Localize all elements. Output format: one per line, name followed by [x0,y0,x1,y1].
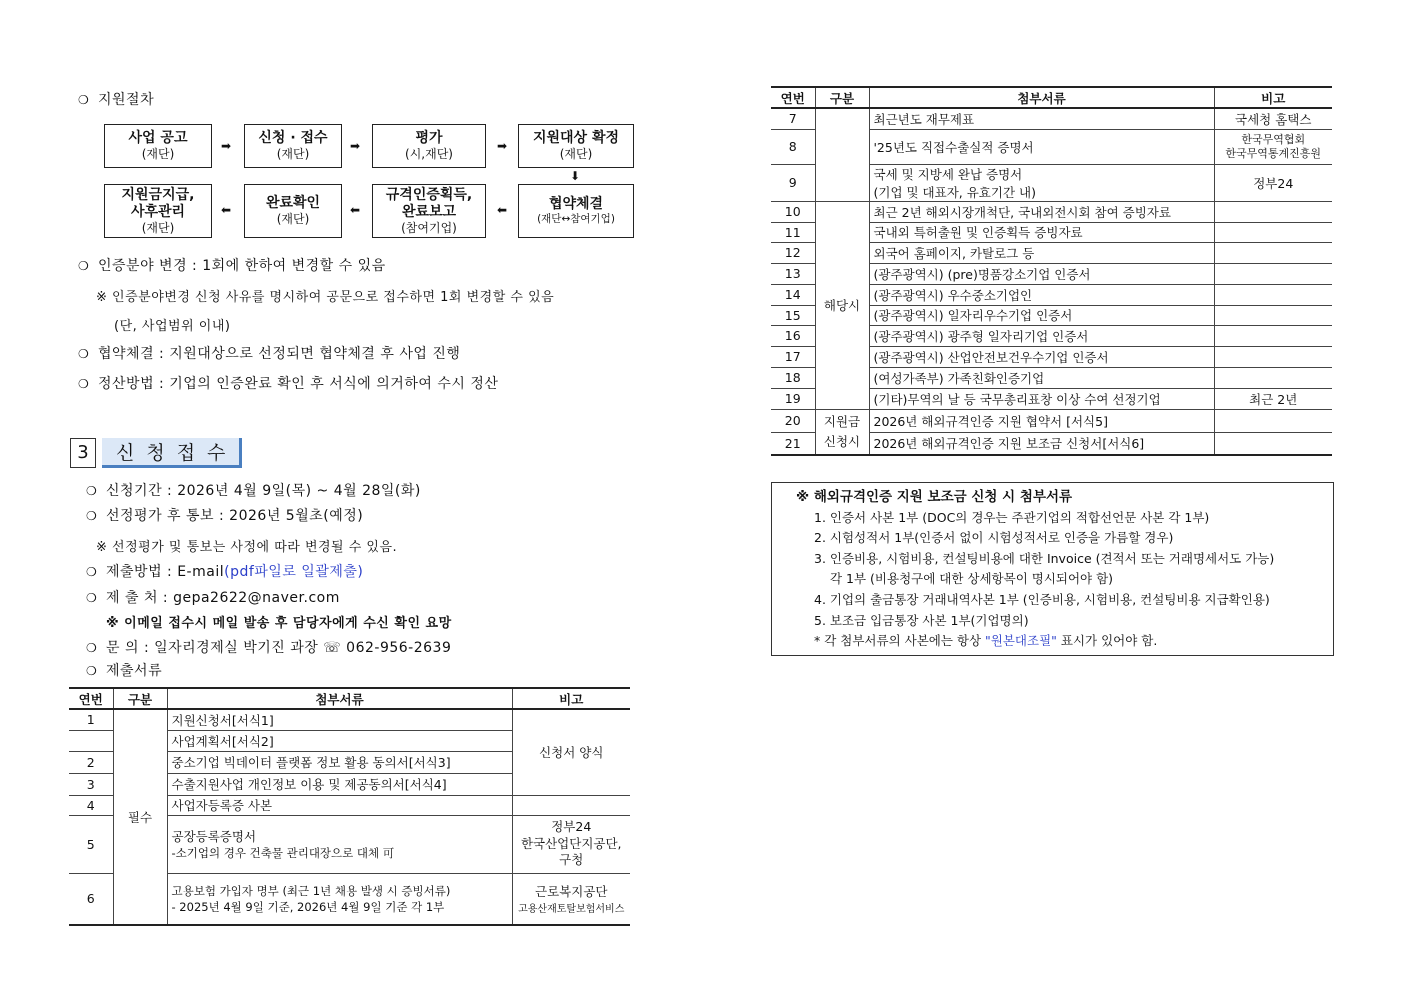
category-cell: 해당시 [815,201,869,409]
flow-step-apply: 신청 · 접수 (재단) [244,124,342,168]
section-number: 3 [70,438,96,468]
table-row: 19 (기타)무역의 날 등 국무총리표창 이상 수여 선정기업 최근 2년 [771,388,1332,409]
table-row: 16 (광주광역시) 광주형 일자리기업 인증서 [771,325,1332,346]
col-header: 구분 [113,688,167,709]
bullet-icon: ❍ [78,93,90,107]
list-item: 1. 인증서 사본 1부 (DOC의 경우는 주관기업의 적합선언문 사본 각 1부) [814,509,1210,525]
bullet-icon: ❍ [78,259,90,273]
list-item: 4. 기업의 출금통장 거래내역사본 1부 (인증비용, 시험비용, 컨설팅비용 지급확인용) [814,591,1270,607]
bullet-icon: ❍ [78,377,90,391]
table-row: 9 국세 및 지방세 완납 증명서 (기업 및 대표자, 유효기간 내) 정부24 [771,164,1332,201]
flow-step-payment: 지원금지급, 사후관리 (재단) [104,184,212,238]
table-row: 17 (광주광역시) 산업안전보건우수기업 인증서 [771,346,1332,367]
arrow-left-icon: ⬅ [350,203,361,217]
notice-text: ❍ 선정평가 후 통보 : 2026년 5월초(예정) [86,508,364,524]
bullet-icon: ❍ [86,664,98,678]
period-text: ❍ 신청기간 : 2026년 4월 9일(목) ~ 4월 28일(화) [86,483,421,499]
flow-step-agreement: 협약체결 (재단↔참여기업) [518,184,634,238]
category-cell: 지원금 신청시 [815,409,869,455]
table-row: 7 최근년도 재무제표 국세청 홈택스 [771,108,1332,129]
grant-docs-note-box [771,482,1334,656]
table-row: 10 해당시 최근 2년 해외시장개척단, 국내외전시회 참여 증빙자료 [771,201,1332,222]
settlement-text: ❍ 정산방법 : 기업의 인증완료 확인 후 서식에 의거하여 수시 정산 [78,376,499,392]
list-item: 5. 보조금 입금통장 사본 1부(기업명의) [814,612,1029,628]
bullet-icon: ❍ [86,641,98,655]
cert-change-note: ※ 인증분야변경 신청 사유를 명시하여 공문으로 접수하면 1회 변경할 수 있음 [96,290,555,305]
section-title: 신청접수 [102,438,242,468]
table-row: 사업계획서[서식2] [69,730,630,751]
flow-step-confirm: 지원대상 확정 (재단) [518,124,634,168]
table-row: 8 '25년도 직접수출실적 증명서 한국무역협회 한국무역통계진흥원 [771,129,1332,164]
list-item: 각 1부 (비용청구에 대한 상세항목이 명시되어야 함) [830,571,1114,587]
procedure-heading: ❍ 지원절차 [78,92,155,108]
table-row: 11 국내외 특허출원 및 인증획득 증빙자료 [771,222,1332,242]
category-cell: 필수 [113,709,167,925]
docs-title: ❍ 제출서류 [86,663,163,679]
table-row: 4 사업자등록증 사본 [69,795,630,815]
table-row: 15 (광주광역시) 일자리우수기업 인증서 [771,305,1332,325]
arrow-left-icon: ⬅ [497,203,508,217]
list-item: 3. 인증비용, 시험비용, 컨설팅비용에 대한 Invoice (견적서 또는 거래명세서도 가능) [814,550,1275,566]
col-header: 첨부서류 [167,688,512,709]
additional-docs-table [771,86,1332,456]
bullet-icon: ❍ [86,591,98,605]
note-footer: * 각 첨부서류의 사본에는 항상 "원본대조필" 표시가 있어야 함. [814,633,1158,649]
table-row: 20 지원금 신청시 2026년 해외규격인증 지원 협약서 [서식5] [771,409,1332,432]
table-row: 5 공장등록증명서 -소기업의 경우 건축물 관리대장으로 대체 可 정부24 한국산업단지공단, 구청 [69,815,630,873]
arrow-right-icon: ➡ [497,139,508,153]
dest-text: ❍ 제 출 처 : gepa2622@naver.com [86,590,340,606]
col-header: 연번 [69,688,113,709]
required-docs-table [69,687,630,926]
table-row: 2 중소기업 빅데이터 플랫폼 정보 활용 동의서[서식3] [69,751,630,773]
table-header-row: 연번 구분 첨부서류 비고 [771,87,1332,108]
arrow-left-icon: ⬅ [221,203,232,217]
email-note: ※ 이메일 접수시 메일 발송 후 담당자에게 수신 확인 요망 [106,616,452,631]
arrow-right-icon: ➡ [350,139,361,153]
table-header-row [69,688,630,709]
agreement-text: ❍ 협약체결 : 지원대상으로 선정되면 협약체결 후 사업 진행 [78,346,461,362]
table-row: 12 외국어 홈페이지, 카탈로그 등 [771,242,1332,263]
cert-change-text: ❍ 인증분야 변경 : 1회에 한하여 변경할 수 있음 [78,258,386,274]
notice-note: ※ 선정평가 및 통보는 사정에 따라 변경될 수 있음. [96,540,398,555]
table-row: 18 (여성가족부) 가족친화인증기업 [771,367,1332,388]
flow-step-complete: 완료확인 (재단) [244,184,342,238]
note-box-title: ※ 해외규격인증 지원 보조금 신청 시 첨부서류 [796,489,1073,505]
bullet-icon: ❍ [86,509,98,523]
col-header: 비고 [512,688,630,709]
table-row: 3 수출지원사업 개인정보 이용 및 제공동의서[서식4] [69,773,630,795]
table-row: 13 (광주광역시) (pre)명품강소기업 인증서 [771,263,1332,284]
contact-text: ❍ 문 의 : 일자리경제실 박기진 과장 ☏ 062-956-2639 [86,640,452,656]
flow-step-evaluate: 평가 (시,재단) [372,124,486,168]
flow-step-cert: 규격인증획득, 완료보고 (참여기업) [372,184,486,238]
arrow-right-icon: ➡ [221,139,232,153]
list-item: 2. 시험성적서 1부(인증서 없이 시험성적서로 인증을 가름할 경우) [814,530,1174,546]
bullet-icon: ❍ [86,565,98,579]
flow-step-announce: 사업 공고 (재단) [104,124,212,168]
bullet-icon: ❍ [86,484,98,498]
table-row: 1 필수 지원신청서[서식1] 신청서 양식 [69,709,630,730]
table-row: 14 (광주광역시) 우수중소기업인 [771,284,1332,305]
table-row: 6 고용보험 가입자 명부 (최근 1년 채용 발생 시 증빙서류) - 2025년 4월 9일 기준, 2026년 4월 9일 기준 각 1부 근로복지공단 고용산재토탈보험서비스 [69,873,630,925]
cert-change-note2: (단, 사업범위 이내) [114,319,231,334]
arrow-down-icon: ⬇ [570,169,581,183]
method-text: ❍ 제출방법 : E-mail(pdf파일로 일괄제출) [86,564,364,580]
bullet-icon: ❍ [78,347,90,361]
table-row: 21 2026년 해외규격인증 지원 보조금 신청서[서식6] [771,432,1332,455]
